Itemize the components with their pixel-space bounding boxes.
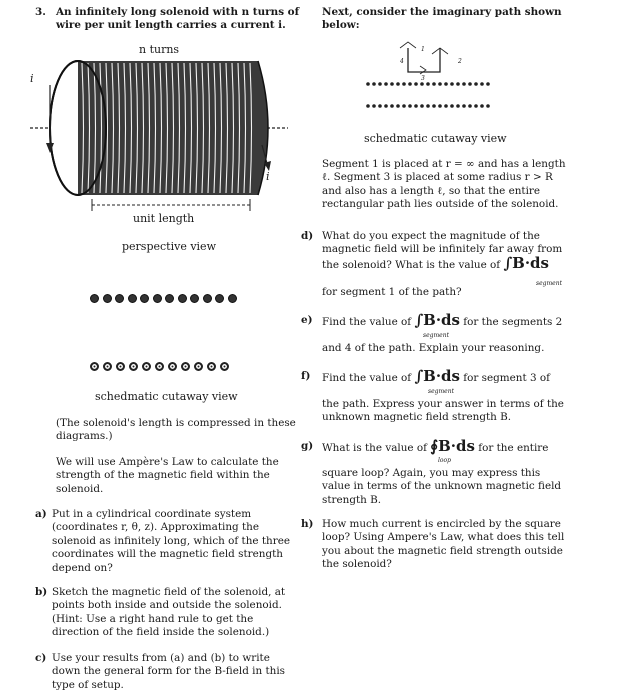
question-b-line: Sketch the magnetic field of the solenoid, at [52,586,286,598]
segment-subscript: segment [423,332,449,339]
question-f-text: for segment 3 of [463,372,550,384]
question-d-line [322,253,562,272]
question-e-text: for the segments 2 [463,316,563,328]
question-b-line: points both inside and outside the solenoid. [52,599,282,612]
current-out-of-page-icon [194,362,203,371]
current-into-page-icon [140,294,149,303]
current-into-page-icon [103,294,112,303]
question-f-text: Find the value of [322,372,412,384]
question-b-line: (Hint: Use a right hand rule to get the [52,612,254,625]
question-a-line: coordinates will the magnetic field strength [52,548,283,561]
ampere-line: We will use Ampère's Law to calculate the [56,456,279,468]
question-e-text: Find the value of [322,316,412,328]
current-into-page-icon [90,294,99,303]
current-into-page-icon [128,294,137,303]
problem-intro [56,6,306,33]
cutaway-current-out-row [90,362,229,371]
question-c-line: type of setup. [52,678,124,691]
ampere-line: solenoid. [56,482,104,495]
question-g-text: for the entire [478,442,549,454]
question-c-line: down the general form for the B-field in this [52,665,285,678]
current-into-page-icon [178,294,187,303]
square-path-figure [360,40,500,120]
current-into-page-icon [190,294,199,303]
question-f-line: unknown magnetic field strength B. [322,411,512,424]
question-a-line: (coordinates r, θ, z). Approximating the [52,521,260,534]
segment-integral: ∫B·ds [503,253,549,272]
cutaway-current-into-row [90,294,237,303]
question-a-line: solenoid as infinitely long, which of the three [52,534,291,547]
cutaway-caption-left: schedmatic cutaway view [95,390,238,403]
question-e-key: e) [301,314,313,326]
unit-length-label: unit length [133,212,195,225]
question-g-line: square loop? Again, you may express this [322,467,541,479]
current-into-page-icon [228,294,237,303]
cutaway-caption-right: schedmatic cutaway view [364,132,507,145]
note-line: diagrams.) [56,430,113,443]
question-f-tail [322,398,592,425]
current-out-of-page-icon [168,362,177,371]
current-out-of-page-icon [90,362,99,371]
question-c-key: c) [35,652,47,664]
question-d-line: What do you expect the magnitude of the [322,230,540,242]
question-d-key: d) [301,230,314,242]
segment-integral: ∫B·ds [414,311,460,329]
path-intro-line: below: [322,19,360,32]
question-d-text: the solenoid? What is the value of [322,258,501,271]
current-into-page-icon [153,294,162,303]
segment-subscript: segment [536,280,562,287]
current-into-page-icon [215,294,224,303]
question-h-key: h) [301,518,314,530]
solenoid-perspective-figure [30,55,290,235]
note-line: (The solenoid's length is compressed in these [56,417,296,429]
path-intro [322,6,582,33]
path-intro-line: Next, consider the imaginary path shown [322,6,562,18]
n-turns-label: n turns [139,43,180,56]
compression-note [56,417,306,444]
question-d-tail: for segment 1 of the path? [322,286,462,298]
current-out-of-page-icon [116,362,125,371]
path-label-2: 2 [458,58,462,65]
current-into-page-icon [115,294,124,303]
question-b-line: direction of the field inside the solenoid.) [52,626,270,639]
path-label-3: 3 [421,75,425,82]
loop-subscript: loop [438,457,451,464]
path-label-1: 1 [421,46,425,53]
question-f-line: the path. Express your answer in terms of the [322,398,564,410]
segment-line: rectangular path lies outside of the solenoid. [322,198,559,211]
question-a-key: a) [35,508,47,520]
current-out-of-page-icon [181,362,190,371]
segment-line: and also has a length ℓ, so that the entire [322,184,541,197]
current-out-of-page-icon [129,362,138,371]
problem-number: 3. [35,6,46,18]
question-h-line: loop? Using Ampere's Law, what does this tell [322,531,565,544]
intro-line: An infinitely long solenoid with n turns of [56,6,300,18]
current-out-of-page-icon [207,362,216,371]
question-d-line: magnetic field will be infinitely far away from [322,243,563,256]
question-c-line: Use your results from (a) and (b) to write [52,652,270,664]
question-e-tail: and 4 of the path. Explain your reasoning. [322,342,545,354]
perspective-view-label: perspective view [122,240,216,253]
path-label-4: 4 [400,58,404,65]
segment-subscript: segment [428,388,454,395]
question-h-line: How much current is encircled by the square [322,518,561,530]
loop-integral: ∮B·ds [430,437,475,455]
question-a-line: depend on? [52,561,113,574]
segment-line: Segment 1 is placed at r = ∞ and has a length [322,158,566,170]
segment-integral: ∫B·ds [414,367,460,385]
question-g-tail [322,467,592,507]
question-h-line: you about the magnetic field strength outside [322,544,563,557]
ampere-line: strength of the magnetic field within the [56,469,270,482]
segment-description [322,158,592,212]
current-label-right: i [266,170,270,183]
question-b-key: b) [35,586,48,598]
current-out-of-page-icon [103,362,112,371]
question-f-key: f) [301,370,311,382]
current-into-page-icon [203,294,212,303]
question-g-line: strength B. [322,493,382,506]
intro-line: wire per unit length carries a current i. [56,19,286,32]
current-into-page-icon [165,294,174,303]
question-a-line: Put in a cylindrical coordinate system [52,508,252,520]
question-h-line: the solenoid? [322,558,392,571]
current-label-left: i [30,72,34,85]
current-out-of-page-icon [220,362,229,371]
question-g-line: value in terms of the unknown magnetic field [322,480,562,493]
question-g-text: What is the value of [322,442,427,454]
ampere-intro [56,456,306,496]
current-out-of-page-icon [155,362,164,371]
current-out-of-page-icon [142,362,151,371]
question-g-key: g) [301,440,314,452]
segment-line: ℓ. Segment 3 is placed at some radius r > R [322,171,553,184]
